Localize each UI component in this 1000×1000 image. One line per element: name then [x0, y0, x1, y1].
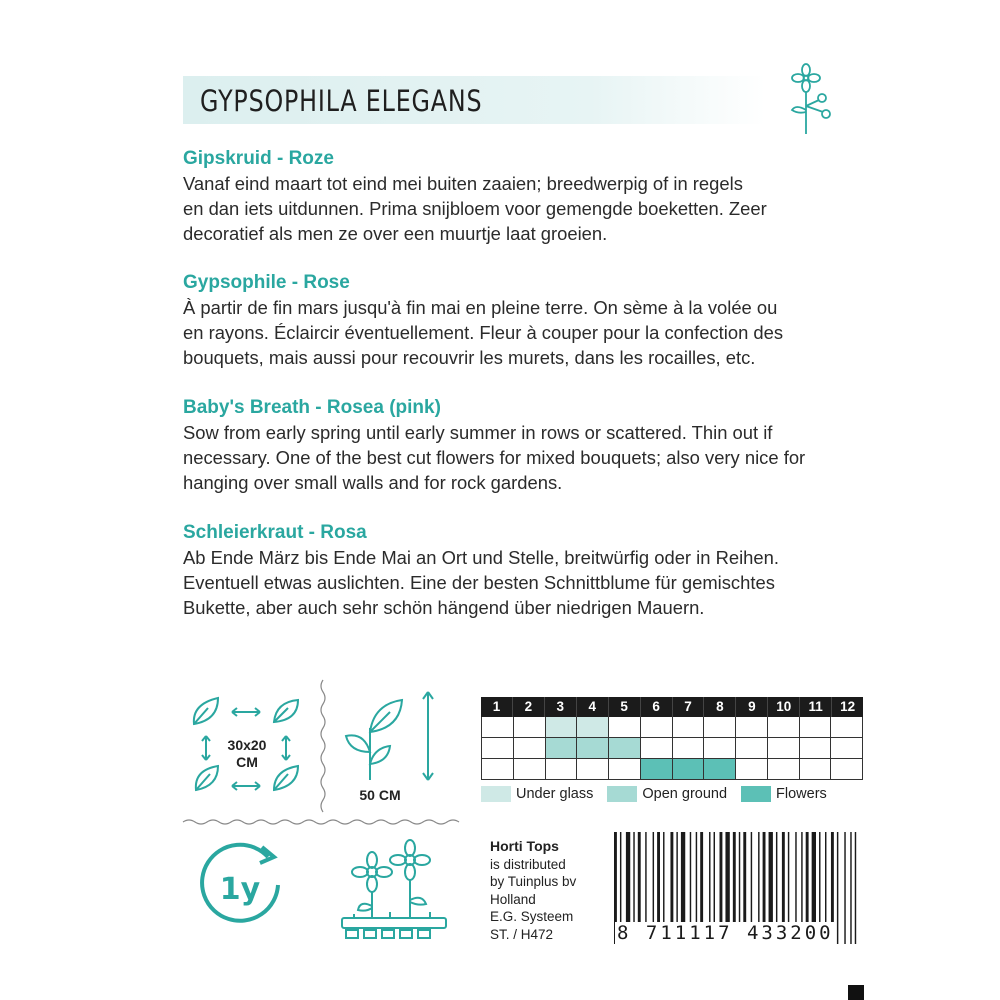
section-heading: Schleierkraut - Rosa — [183, 522, 367, 543]
corner-mark — [848, 985, 864, 1000]
calendar-cell — [736, 759, 768, 779]
lifecycle-label: 1y — [219, 872, 261, 907]
section-french — [183, 270, 868, 370]
calendar-cell — [577, 738, 609, 758]
calendar-cell — [704, 717, 736, 737]
barcode-bar — [850, 832, 851, 944]
calendar-cell — [641, 738, 673, 758]
calendar-grid — [481, 717, 863, 780]
calendar-cell — [514, 759, 546, 779]
plant-height-icon — [340, 688, 450, 783]
section-body — [183, 420, 868, 495]
month-label: 2 — [513, 697, 545, 717]
month-label: 1 — [481, 697, 513, 717]
calendar-cell — [609, 759, 641, 779]
distributor-line: E.G. Systeem — [490, 909, 574, 924]
distributor-line: Holland — [490, 891, 536, 907]
calendar-legend — [481, 786, 841, 802]
month-label: 12 — [840, 699, 856, 714]
calendar-cell — [831, 759, 862, 779]
calendar-cell — [577, 759, 609, 779]
sowing-calendar — [481, 697, 863, 780]
body-line: Eventuell etwas auslichten. Eine der besten Schnittblume für gemischtes — [183, 572, 775, 593]
brand-name: Horti Tops — [490, 838, 559, 854]
legend-label: Flowers — [776, 786, 827, 802]
legend-swatch — [481, 786, 511, 802]
calendar-cell — [673, 717, 705, 737]
barcode-bar — [844, 832, 845, 944]
section-heading: Gipskruid - Roze — [183, 148, 334, 169]
calendar-cell — [514, 717, 546, 737]
calendar-cell — [800, 759, 832, 779]
calendar-cell — [546, 717, 578, 737]
legend-label: Open ground — [642, 786, 728, 802]
section-body — [183, 545, 868, 620]
body-line: Vanaf eind maart tot eind mei buiten zaaien; breedwerpig of in regels — [183, 173, 743, 194]
calendar-cell — [704, 759, 736, 779]
section-english — [183, 395, 868, 495]
calendar-cell — [800, 738, 832, 758]
calendar-cell — [514, 738, 546, 758]
calendar-cell — [768, 738, 800, 758]
body-line: Ab Ende März bis Ende Mai an Ort und Stelle, breitwürfig oder in Reihen. — [183, 547, 779, 568]
legend-swatch — [607, 786, 637, 802]
body-line: hanging over small walls and for rock gardens. — [183, 472, 563, 493]
calendar-cell — [482, 738, 514, 758]
legend-item-flowers — [741, 786, 827, 802]
body-line: À partir de fin mars jusqu'à fin mai en pleine terre. On sème à la volée ou — [183, 297, 778, 318]
legend-item-under-glass — [481, 786, 593, 802]
calendar-cell — [736, 738, 768, 758]
calendar-cell — [673, 759, 705, 779]
barcode-bar — [855, 832, 856, 944]
distributor-line: is distributed — [490, 856, 566, 872]
distributor-line: by Tuinplus bv — [490, 874, 577, 889]
month-label: 9 — [736, 697, 768, 717]
section-heading: Gypsophile - Rose — [183, 272, 350, 293]
body-line: en dan iets uitdunnen. Prima snijbloem voor gemengde boeketten. Zeer — [183, 198, 767, 219]
calendar-cell — [673, 738, 705, 758]
body-line: bouquets, mais aussi pour recouvrir les murets, dans les rocailles, etc. — [183, 347, 756, 368]
section-body — [183, 171, 868, 246]
flower-tray-icon — [338, 838, 450, 942]
barcode-bar — [837, 832, 838, 944]
month-label: 11 — [800, 697, 832, 717]
calendar-cell — [704, 738, 736, 758]
month-label: 8 — [704, 697, 736, 717]
calendar-cell — [641, 717, 673, 737]
body-line: Sow from early spring until early summer in rows or scattered. Thin out if — [183, 422, 773, 443]
month-label: 5 — [609, 697, 641, 717]
calendar-row-flowers — [482, 759, 862, 779]
calendar-cell — [546, 738, 578, 758]
flower-scissors-logo — [786, 62, 836, 136]
body-line: necessary. One of the best cut flowers for mixed bouquets; also very nice for — [183, 447, 806, 468]
month-label: 10 — [768, 697, 800, 717]
calendar-row-under-glass — [482, 717, 862, 738]
calendar-cell — [577, 717, 609, 737]
calendar-cell — [768, 717, 800, 737]
section-german — [183, 520, 868, 620]
section-dutch — [183, 146, 868, 246]
calendar-cell — [831, 717, 862, 737]
height-label: 50 CM — [359, 787, 401, 803]
calendar-cell — [546, 759, 578, 779]
legend-swatch — [741, 786, 771, 802]
calendar-cell — [800, 717, 832, 737]
month-label: 7 — [673, 697, 705, 717]
body-line: Bukette, aber auch sehr schön hängend über niedrigen Mauern. — [183, 597, 705, 618]
spacing-unit-label: CM — [236, 754, 258, 770]
calendar-cell — [482, 717, 514, 737]
calendar-cell — [641, 759, 673, 779]
body-line: en rayons. Éclaircir éventuellement. Fleur à couper pour la confection des — [183, 322, 784, 343]
month-label: 3 — [545, 697, 577, 717]
legend-item-open-ground — [607, 786, 727, 802]
distributor-line: ST. / H472 — [490, 926, 554, 942]
product-title: GYPSOPHILA ELEGANS — [200, 84, 483, 118]
calendar-cell — [482, 759, 514, 779]
section-heading: Baby's Breath - Rosea (pink) — [183, 397, 441, 418]
calendar-row-open-ground — [482, 738, 862, 759]
calendar-cell — [736, 717, 768, 737]
calendar-cell — [831, 738, 862, 758]
barcode-digits: 8 711117 433200 — [617, 922, 834, 944]
month-label: 4 — [577, 697, 609, 717]
legend-label: Under glass — [516, 786, 594, 802]
body-line: decoratief als men ze over een muurtje laat groeien. — [183, 223, 608, 244]
month-label: 6 — [641, 697, 673, 717]
calendar-cell — [768, 759, 800, 779]
calendar-cell — [609, 717, 641, 737]
distributor-info — [490, 838, 576, 943]
calendar-cell — [609, 738, 641, 758]
calendar-month-header — [481, 697, 863, 717]
section-body — [183, 295, 868, 370]
spacing-label: 30x20 — [227, 737, 267, 753]
